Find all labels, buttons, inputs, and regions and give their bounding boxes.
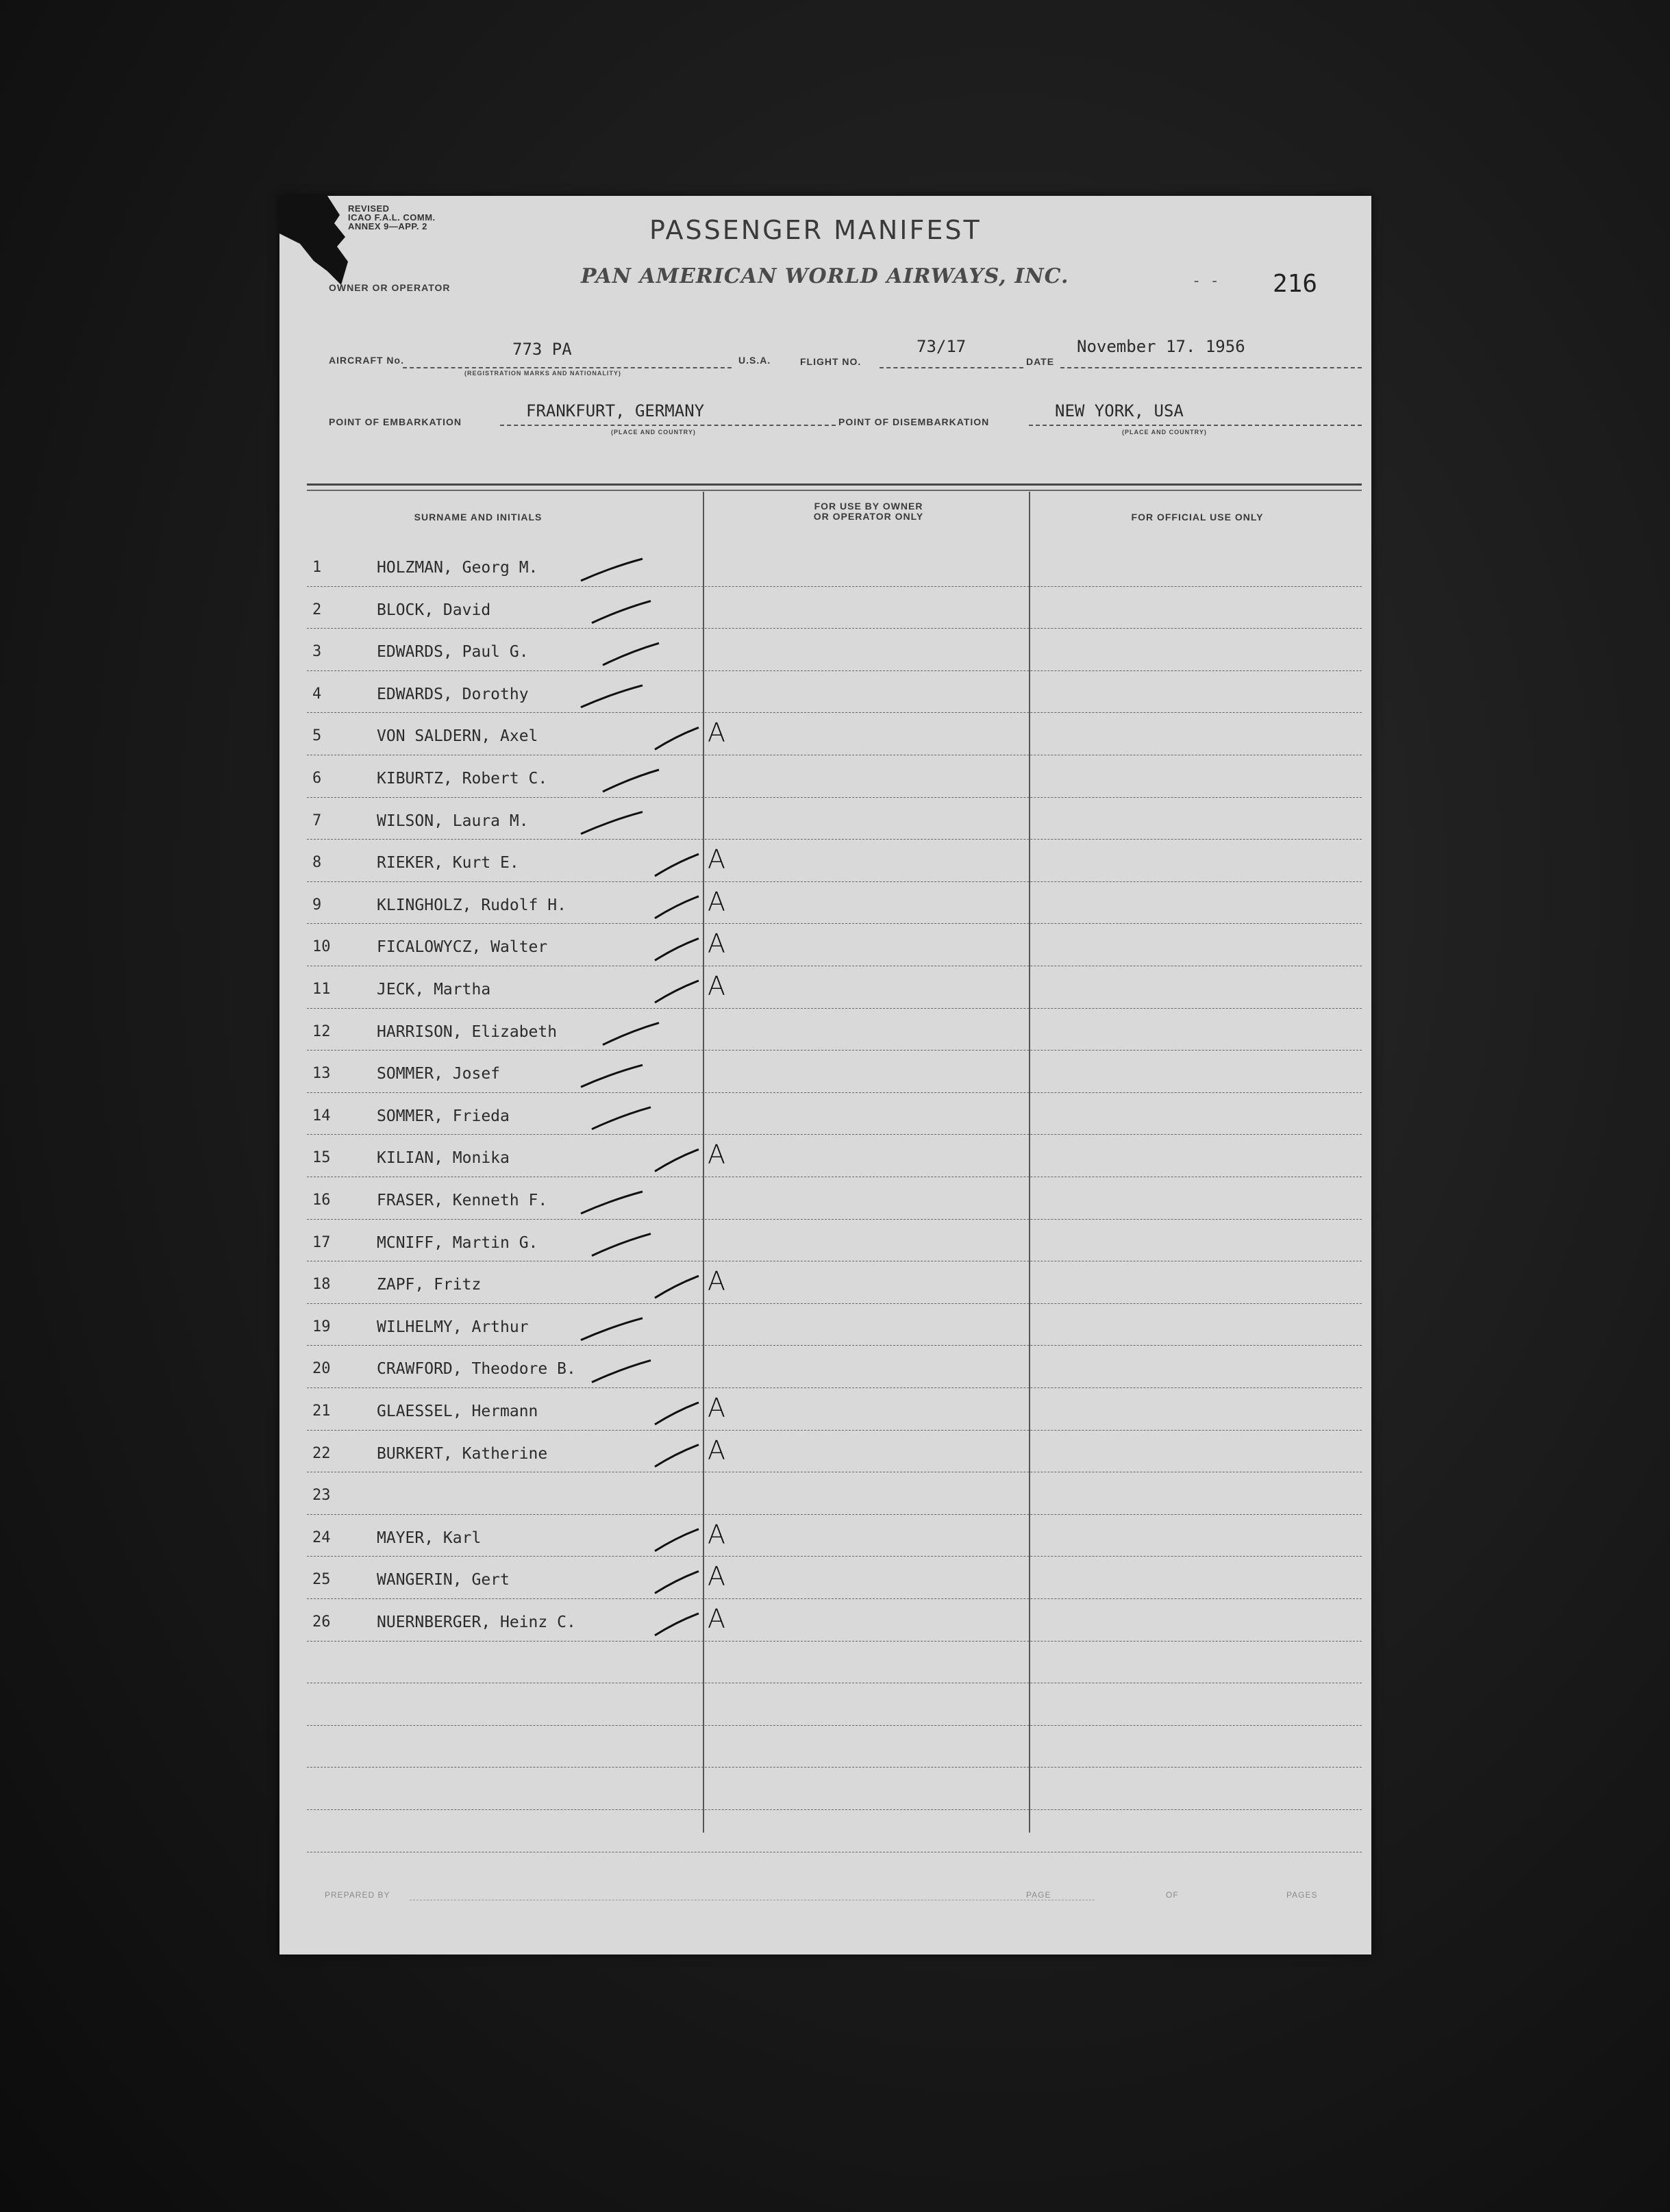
passenger-name: HARRISON, Elizabeth	[377, 1022, 558, 1041]
owner-mark: A	[708, 1266, 725, 1297]
flight-label: FLIGHT NO.	[800, 356, 862, 367]
flight-underline	[880, 367, 1023, 368]
passenger-name: EDWARDS, Paul G.	[377, 643, 529, 662]
aircraft-underline	[403, 367, 732, 368]
row-rule	[307, 1134, 1362, 1135]
row-number: 12	[312, 1022, 331, 1040]
row-rule	[307, 1219, 1362, 1220]
owner-mark: A	[708, 1140, 725, 1170]
table-top-rule	[307, 483, 1362, 491]
row-number: 10	[312, 938, 331, 956]
row-number: 5	[312, 727, 322, 745]
page-label: PAGE	[1026, 1890, 1051, 1900]
check-stroke	[592, 601, 651, 623]
date-underline	[1060, 367, 1362, 368]
row-rule	[307, 797, 1362, 798]
owner-mark: A	[708, 929, 725, 959]
disembarkation-label: POINT OF DISEMBARKATION	[838, 416, 990, 427]
row-rule	[307, 923, 1362, 924]
row-number: 19	[312, 1318, 331, 1335]
manifest-page	[279, 196, 1371, 1955]
row-number: 11	[312, 981, 331, 998]
row-rule	[307, 1008, 1362, 1009]
check-stroke	[592, 1360, 651, 1382]
form-ref-line: ANNEX 9—APP. 2	[348, 221, 427, 231]
row-number: 17	[312, 1233, 331, 1251]
row-rule	[307, 670, 1362, 671]
page-number: 216	[1273, 270, 1318, 298]
embarkation-sub: (PLACE AND COUNTRY)	[611, 429, 696, 436]
check-stroke	[655, 1276, 699, 1298]
form-ref-line: REVISED	[348, 203, 390, 214]
check-stroke	[655, 727, 699, 749]
row-rule	[307, 1641, 1362, 1642]
owner-mark: A	[708, 1561, 725, 1592]
passenger-name: SOMMER, Josef	[377, 1065, 501, 1083]
owner-mark: A	[708, 844, 725, 875]
row-number: 26	[312, 1613, 331, 1631]
aircraft-sub: (REGISTRATION MARKS AND NATIONALITY)	[464, 370, 621, 377]
check-stroke	[581, 1192, 643, 1214]
check-stroke	[655, 1571, 699, 1593]
passenger-name: FRASER, Kenneth F.	[377, 1192, 548, 1209]
check-stroke	[592, 1234, 651, 1256]
owner-column-header-line: OR OPERATOR ONLY	[813, 511, 924, 522]
nationality: U.S.A.	[738, 355, 771, 366]
owner-column-header-line: FOR USE BY OWNER	[814, 501, 923, 512]
row-rule	[307, 1092, 1362, 1093]
pages-label: PAGES	[1286, 1890, 1318, 1900]
check-stroke	[581, 812, 643, 834]
check-stroke	[655, 1403, 699, 1424]
owner-mark: A	[708, 886, 725, 917]
disembarkation-underline	[1029, 425, 1362, 426]
passenger-name: GLAESSEL, Hermann	[377, 1403, 538, 1420]
owner-column-header	[752, 501, 985, 522]
row-rule	[307, 1345, 1362, 1346]
prepared-by-label: PREPARED BY	[325, 1890, 390, 1900]
row-rule	[307, 1598, 1362, 1599]
flight-value: 73/17	[917, 337, 967, 356]
passenger-name: CRAWFORD, Theodore B.	[377, 1360, 576, 1379]
row-number: 7	[312, 812, 322, 829]
owner-mark: A	[708, 1393, 725, 1423]
row-rule	[307, 1767, 1362, 1768]
check-stroke	[655, 938, 699, 960]
row-rule	[307, 1514, 1362, 1515]
document-title: PASSENGER MANIFEST	[649, 215, 982, 245]
check-stroke	[581, 686, 643, 707]
row-rule	[307, 1430, 1362, 1431]
passenger-name: JECK, Martha	[377, 981, 491, 998]
check-stroke	[603, 1023, 659, 1045]
passenger-name: KLINGHOLZ, Rudolf H.	[377, 896, 566, 914]
form-ref-line: ICAO F.A.L. COMM.	[348, 212, 436, 223]
date-label: DATE	[1026, 356, 1055, 367]
row-number: 16	[312, 1192, 331, 1209]
row-number: 18	[312, 1276, 331, 1294]
row-rule	[307, 1050, 1362, 1051]
passenger-name: KIBURTZ, Robert C.	[377, 770, 548, 788]
row-number: 23	[312, 1487, 331, 1505]
check-stroke	[655, 1613, 699, 1635]
row-number: 14	[312, 1107, 331, 1124]
column-divider	[703, 492, 704, 1833]
row-number: 21	[312, 1403, 331, 1420]
names-column-header: SURNAME AND INITIALS	[414, 512, 543, 523]
row-rule	[307, 1725, 1362, 1726]
row-number: 15	[312, 1149, 331, 1167]
passenger-name: RIEKER, Kurt E.	[377, 854, 519, 872]
owner-operator-label: OWNER OR OPERATOR	[329, 282, 451, 293]
row-rule	[307, 1556, 1362, 1557]
check-stroke	[581, 1318, 643, 1340]
passenger-name: WILHELMY, Arthur	[377, 1318, 529, 1336]
check-stroke	[655, 981, 699, 1003]
row-rule	[307, 628, 1362, 629]
row-number: 24	[312, 1529, 331, 1546]
row-rule	[307, 839, 1362, 840]
row-number: 4	[312, 685, 322, 703]
row-number: 25	[312, 1571, 331, 1589]
form-reference	[348, 204, 436, 231]
check-stroke	[603, 643, 659, 665]
check-stroke	[655, 1529, 699, 1551]
disembarkation-sub: (PLACE AND COUNTRY)	[1122, 429, 1207, 436]
passenger-name: BURKERT, Katherine	[377, 1444, 548, 1463]
passenger-name: WILSON, Laura M.	[377, 812, 529, 830]
passenger-name: EDWARDS, Dorothy	[377, 685, 529, 703]
check-stroke	[655, 1445, 699, 1467]
passenger-name: ZAPF, Fritz	[377, 1276, 482, 1294]
owner-mark: A	[708, 1435, 725, 1466]
owner-mark: A	[708, 1519, 725, 1550]
passenger-name: HOLZMAN, Georg M.	[377, 559, 538, 577]
passenger-name: BLOCK, David	[377, 601, 491, 619]
passenger-name: NUERNBERGER, Heinz C.	[377, 1613, 576, 1631]
row-rule	[307, 712, 1362, 713]
check-stroke	[581, 559, 643, 581]
passenger-name: FICALOWYCZ, Walter	[377, 938, 548, 957]
page-dash: - -	[1192, 273, 1219, 290]
passenger-name: VON SALDERN, Axel	[377, 727, 538, 746]
row-rule	[307, 1303, 1362, 1304]
passenger-name: MAYER, Karl	[377, 1529, 482, 1547]
check-stroke	[592, 1107, 651, 1129]
row-number: 20	[312, 1360, 331, 1378]
check-stroke	[603, 770, 659, 792]
row-number: 1	[312, 559, 322, 576]
official-column-header: FOR OFFICIAL USE ONLY	[1131, 512, 1264, 523]
date-value: November 17. 1956	[1077, 337, 1245, 356]
owner-mark: A	[708, 1604, 725, 1634]
row-number: 9	[312, 896, 322, 914]
column-divider	[1029, 492, 1030, 1833]
check-stroke	[581, 1065, 643, 1087]
passenger-name: KILIAN, Monika	[377, 1149, 510, 1168]
row-number: 13	[312, 1065, 331, 1083]
row-number: 22	[312, 1444, 331, 1462]
row-number: 3	[312, 643, 322, 661]
embarkation-underline	[500, 425, 836, 426]
passenger-name: SOMMER, Frieda	[377, 1107, 510, 1125]
aircraft-label: AIRCRAFT No.	[329, 355, 404, 366]
row-rule	[307, 881, 1362, 882]
check-stroke	[655, 854, 699, 876]
row-rule	[307, 1809, 1362, 1810]
of-label: OF	[1166, 1890, 1179, 1900]
airline-name: PAN AMERICAN WORLD AIRWAYS, INC.	[581, 264, 1069, 288]
owner-mark: A	[708, 718, 725, 749]
embarkation-value: FRANKFURT, GERMANY	[526, 401, 705, 420]
check-stroke	[655, 1149, 699, 1171]
row-number: 6	[312, 770, 322, 787]
check-stroke	[655, 896, 699, 918]
passenger-name: WANGERIN, Gert	[377, 1571, 510, 1589]
disembarkation-value: NEW YORK, USA	[1055, 401, 1184, 420]
row-number: 8	[312, 854, 322, 872]
embarkation-label: POINT OF EMBARKATION	[329, 416, 462, 427]
row-rule	[307, 586, 1362, 587]
owner-mark: A	[708, 971, 725, 1001]
passenger-name: MCNIFF, Martin G.	[377, 1233, 538, 1252]
row-number: 2	[312, 601, 322, 618]
row-rule	[307, 1387, 1362, 1388]
aircraft-value: 773 PA	[512, 340, 572, 359]
